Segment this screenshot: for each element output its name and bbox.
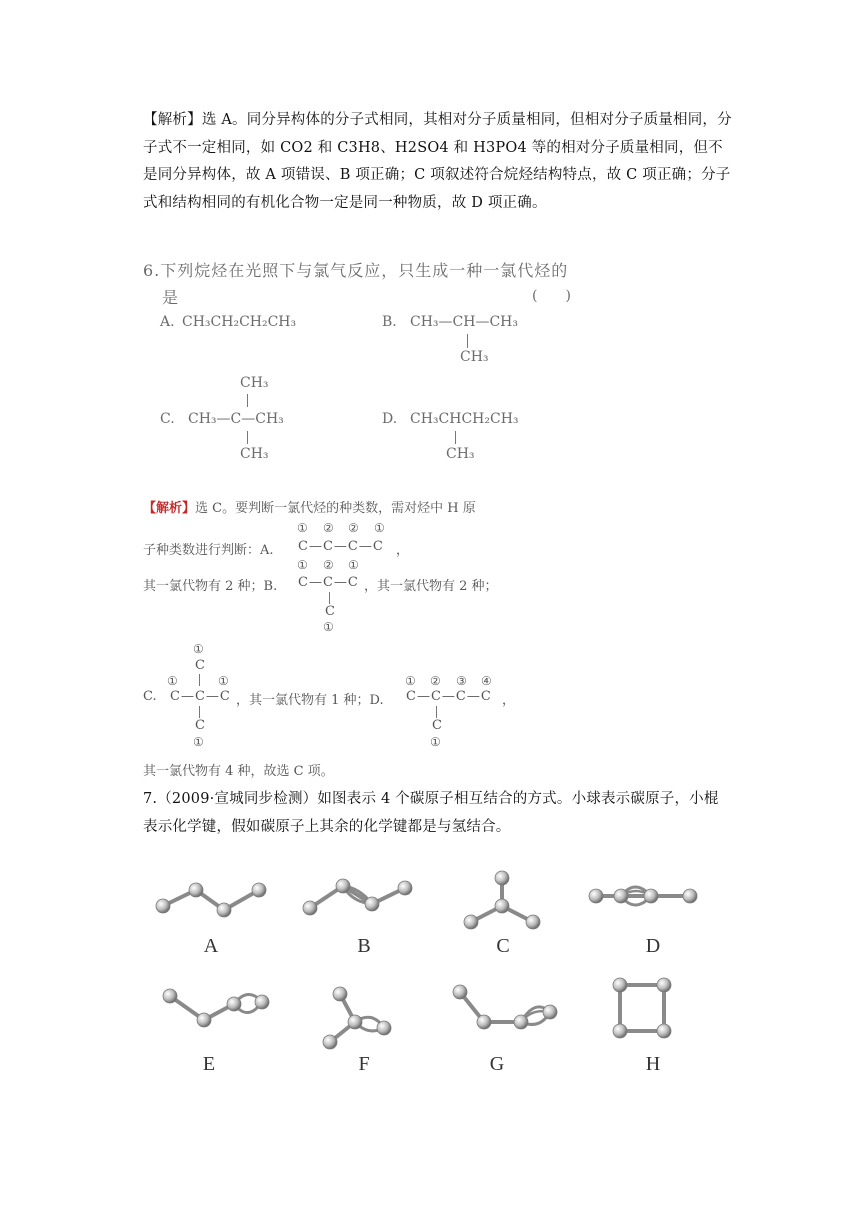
q6-option-d-formula: CH₃CHCH₂CH₃ xyxy=(410,411,519,427)
q6-option-c-bottom: CH₃ xyxy=(240,446,269,462)
q6-option-c-bond-down xyxy=(247,431,248,444)
d-mark-4: ④ xyxy=(481,674,492,688)
c-chain: C—C—C xyxy=(170,689,231,704)
c-top-mark: ① xyxy=(193,642,204,656)
structure-d xyxy=(596,887,690,905)
b-mark-2: ② xyxy=(323,558,334,572)
q6-option-b-formula: CH₃—CH—CH₃ xyxy=(410,314,518,330)
analysis-6-prefix: 【解析】 xyxy=(143,501,196,516)
label-c: C xyxy=(496,935,510,957)
c-left-mark: ① xyxy=(167,674,178,688)
label-h: H xyxy=(645,1053,661,1075)
carbon-structures-figure xyxy=(0,850,860,1110)
b-chain: C—C—C xyxy=(298,575,359,590)
a-chain: C—C—C—C xyxy=(298,539,384,554)
q6-option-d-branch: CH₃ xyxy=(446,446,475,462)
q6-option-a-formula: CH₃CH₂CH₂CH₃ xyxy=(182,314,297,330)
analysis-prefix: 【解析】 xyxy=(143,112,202,128)
q6-option-c-label: C. xyxy=(160,411,175,427)
q6-option-b-branch: CH₃ xyxy=(460,349,489,365)
a-mark-4: ① xyxy=(374,521,385,535)
a-chain-end: ， xyxy=(396,543,410,558)
q6-stem-line1: 6.下列烷烃在光照下与氯气反应，只生成一种一氯代烃的 xyxy=(143,261,569,280)
d-mark-2: ② xyxy=(430,674,441,688)
analysis-6-line1 xyxy=(143,497,476,516)
a-mark-1: ① xyxy=(297,521,308,535)
analysis-6-last-line: 其一氯代物有 4 种，故选 C 项。 xyxy=(143,764,334,779)
analysis-6-line3: 其一氯代物有 2 种；B. xyxy=(143,579,278,594)
q6-option-c-bond-up xyxy=(247,394,248,407)
label-b: B xyxy=(357,935,371,957)
c-right-mark: ① xyxy=(218,674,229,688)
c-bottom-mark: ① xyxy=(193,735,204,749)
q6-option-d-label: D. xyxy=(382,411,398,427)
d-chain-end: ， xyxy=(502,693,516,708)
analysis-5-paragraph xyxy=(143,107,733,217)
analysis-6-line1-text: 选 C。要判断一氯代烃的种类数，需对烃中 H 原 xyxy=(195,501,476,516)
d-branch-bond xyxy=(436,706,437,718)
q6-option-c-formula: CH₃—C—CH₃ xyxy=(188,411,284,427)
structure-g xyxy=(460,992,550,1024)
q6-option-b-label: B. xyxy=(382,314,397,330)
c-mid-text: ，其一氯代物有 1 种；D. xyxy=(236,693,384,708)
structure-h xyxy=(620,985,664,1031)
analysis-6-line2: 子种类数进行判断：A. xyxy=(143,543,274,558)
label-a: A xyxy=(203,935,219,957)
d-chain: C—C—C—C xyxy=(406,689,492,704)
q6-stem-line2: 是 xyxy=(162,288,179,307)
b-mark-1: ① xyxy=(297,558,308,572)
a-mark-2: ② xyxy=(323,521,334,535)
c-bottom: C xyxy=(195,718,205,733)
label-d: D xyxy=(645,935,661,957)
d-branch: C xyxy=(432,718,442,733)
b-branch-mark: ① xyxy=(323,620,334,634)
analysis-text: 选 A。同分异构体的分子式相同，其相对分子质量相同，但相对分子质量相同，分子式不一定相同，如 CO2 和 C3H8、H2SO4 和 H3PO4 等的相对分子质量相同，但不是同分异构体，故 A 项错误、B 项正确；C 项叙述符合烷烃结构特点，故 C 项正确；分子式和结构相同的有机化合物一定是同一种物质，故 D 项正确。 xyxy=(143,112,732,211)
structure-e xyxy=(170,994,262,1020)
q6-option-a-label: A. xyxy=(160,314,175,330)
b-chain-end: ，其一氯代物有 2 种； xyxy=(364,579,498,594)
c-bottom-bond xyxy=(199,706,200,718)
c-top: C xyxy=(195,658,205,673)
b-branch: C xyxy=(325,604,335,619)
d-mark-3: ③ xyxy=(456,674,467,688)
question-7-text: 7.（2009·宣城同步检测）如图表示 4 个碳原子相互结合的方式。小球表示碳原子，小棍表示化学键，假如碳原子上其余的化学键都是与氢结合。 xyxy=(143,791,719,835)
c-top-bond xyxy=(199,674,200,686)
d-mark-1: ① xyxy=(405,674,416,688)
label-g: G xyxy=(489,1053,505,1075)
structure-a xyxy=(163,890,259,910)
q6-option-c-top: CH₃ xyxy=(240,375,269,391)
d-branch-mark: ① xyxy=(430,735,441,749)
structure-b xyxy=(310,886,405,908)
q6-option-b-bond xyxy=(467,334,468,348)
label-e: E xyxy=(202,1053,216,1075)
b-mark-3: ① xyxy=(348,558,359,572)
a-mark-3: ② xyxy=(348,521,359,535)
c-label: C. xyxy=(143,689,157,704)
q6-answer-bracket: ( ) xyxy=(532,288,571,304)
label-f: F xyxy=(358,1053,370,1075)
q6-option-d-bond xyxy=(455,431,456,444)
b-branch-bond xyxy=(329,592,330,604)
